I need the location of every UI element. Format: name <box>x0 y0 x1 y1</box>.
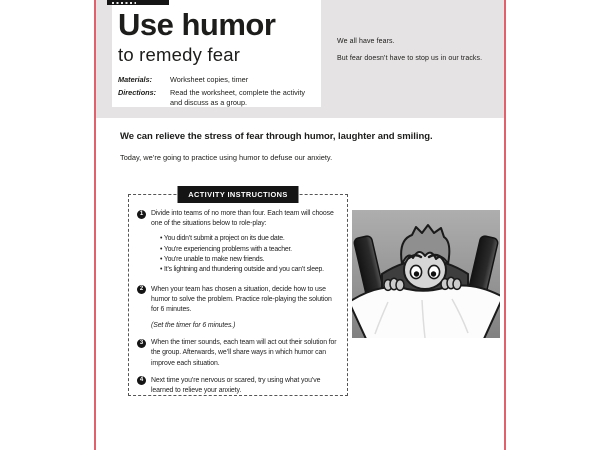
step-body <box>151 338 339 368</box>
activity-instructions-header: ACTIVITY INSTRUCTIONS <box>178 186 299 203</box>
page-title: Use humor <box>118 7 276 42</box>
materials-row <box>118 75 315 86</box>
situation-item: • You didn’t submit a project on its due date. <box>160 234 339 244</box>
directions-row <box>118 88 315 110</box>
directions-label: Directions: <box>118 87 157 97</box>
page-subtitle: to remedy fear <box>118 43 241 65</box>
intro-headline: We can relieve the stress of fear through humor, laughter and smiling. <box>120 131 433 142</box>
situation-list <box>160 234 339 275</box>
aside-line: But fear doesn’t have to stop us in our tracks. <box>337 55 483 62</box>
header-aside <box>337 38 482 62</box>
situation-item: • You’re experiencing problems with a teacher. <box>160 245 339 255</box>
step-text: When your team has chosen a situation, decide how to use humor to solve the problem. Practice role-playing the solution for 6 minutes. <box>151 285 332 313</box>
meta-block <box>118 75 315 110</box>
step-text: Divide into teams of no more than four. Each team will choose one of the situations below to role-play: <box>151 210 334 228</box>
situation-item: • It’s lightning and thundering outside and you can’t sleep. <box>160 265 339 275</box>
activity-step-1 <box>137 209 339 278</box>
step-text: Next time you’re nervous or scared, try using what you’ve learned to relieve your anxiety. <box>151 376 321 394</box>
step-text: When the timer sounds, each team will act out their solution for the group. Afterwards, we’ll share ways in which humor can improve each situation. <box>151 339 337 367</box>
scared-child-in-bed-illustration <box>352 210 500 338</box>
activity-step-4 <box>137 376 339 396</box>
situation-item: • You’re unable to make new friends. <box>160 255 339 265</box>
step-number-badge: 1 <box>137 210 146 219</box>
materials-value: Worksheet copies, timer <box>170 74 249 84</box>
scared-child-in-bed-image <box>352 210 500 338</box>
activity-steps <box>129 195 347 396</box>
step-body <box>151 376 339 396</box>
step-body <box>151 285 339 332</box>
materials-label: Materials: <box>118 74 153 84</box>
step-number-badge: 2 <box>137 285 146 294</box>
activity-step-3 <box>137 338 339 368</box>
page-right-rule <box>504 0 506 450</box>
step-number-badge: 4 <box>137 376 146 385</box>
step-number-badge: 3 <box>137 339 146 348</box>
timer-note: (Set the timer for 6 minutes.) <box>151 322 236 330</box>
step-body <box>151 209 339 278</box>
title-card <box>112 0 321 107</box>
intro-subline: Today, we’re going to practice using humor to defuse our anxiety. <box>120 153 333 162</box>
activity-instructions-box <box>128 190 348 396</box>
aside-line: We all have fears. <box>337 38 395 45</box>
activity-step-2 <box>137 285 339 332</box>
corner-tab-marks <box>112 2 136 4</box>
corner-tab <box>107 0 169 5</box>
directions-value: Read the worksheet, complete the activity and discuss as a group. <box>170 87 306 108</box>
